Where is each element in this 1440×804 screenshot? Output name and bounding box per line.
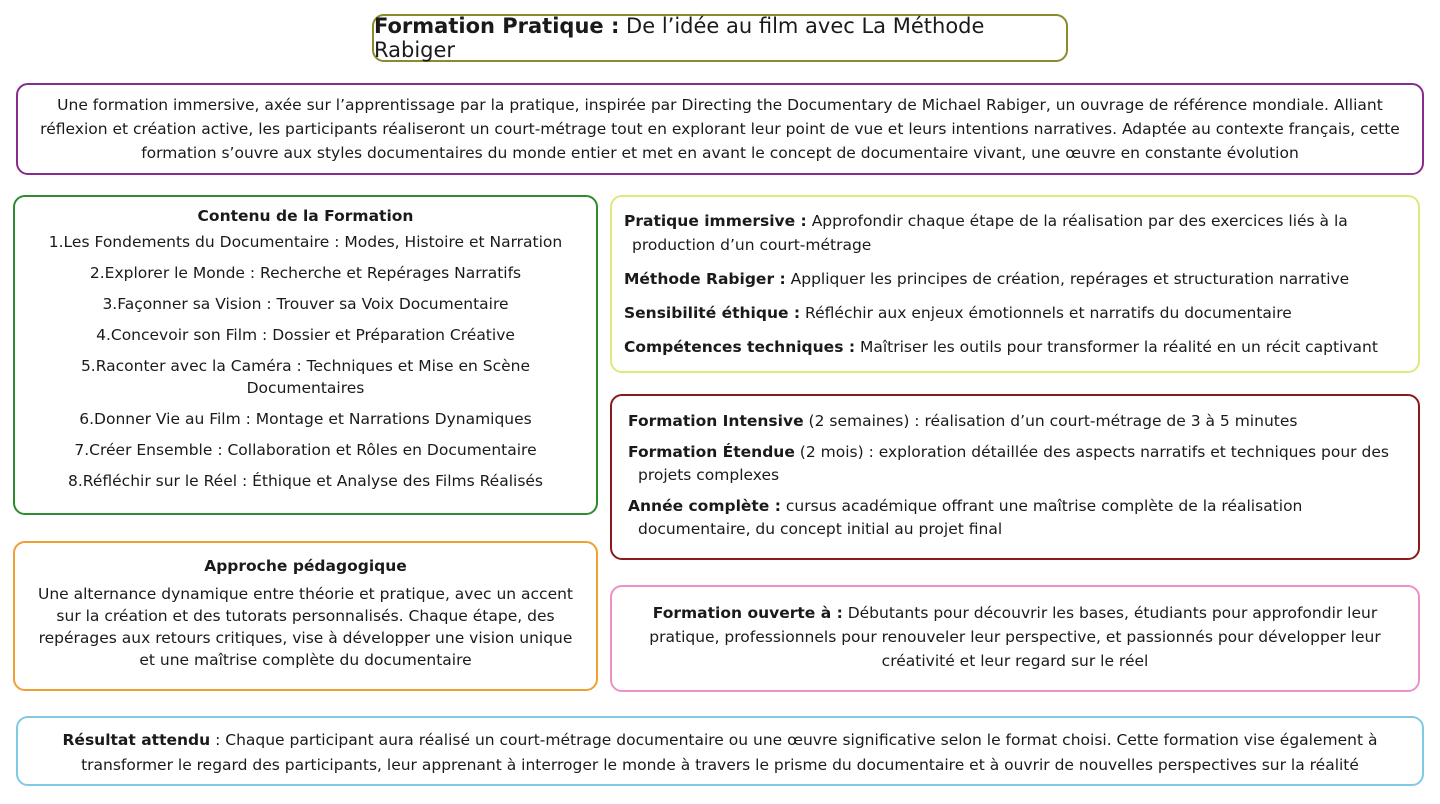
approach-box [13, 541, 598, 691]
approach-text: Une alternance dynamique entre théorie et pratique, avec un accent sur la création et des tutorats personnalisés. Chaque étape, des repérages aux retours critiques, vise à développer une vision unique et une maîtrise complète du documentaire [37, 585, 574, 669]
objective-label: Sensibilité éthique : [624, 304, 801, 322]
module-item: 3.Façonner sa Vision : Trouver sa Voix Documentaire [102, 295, 509, 313]
title-bold: Formation Pratique : [374, 14, 620, 38]
format-item [628, 441, 1402, 487]
objective-item [624, 335, 1406, 359]
objective-text: Appliquer les principes de création, repérages et structuration narrative [790, 270, 1350, 288]
content-box [13, 195, 598, 515]
page-title [374, 14, 1066, 62]
format-text: (2 mois) : exploration détaillée des aspects narratifs et techniques pour des projets complexes [638, 443, 1389, 484]
objective-label: Pratique immersive : [624, 212, 807, 230]
objective-label: Compétences techniques : [624, 338, 856, 356]
format-text: (2 semaines) : réalisation d’un court-métrage de 3 à 5 minutes [808, 412, 1298, 430]
objective-text: Réfléchir aux enjeux émotionnels et narratifs du documentaire [805, 304, 1292, 322]
intro-box [16, 83, 1424, 175]
objective-item [624, 267, 1406, 291]
title-rest: De l’idée au film avec La Méthode Rabiger [374, 14, 985, 62]
format-label: Formation Étendue [628, 443, 795, 461]
module-item: 8.Réfléchir sur le Réel : Éthique et Analyse des Films Réalisés [67, 472, 544, 490]
format-label: Formation Intensive [628, 412, 804, 430]
format-item [628, 495, 1402, 541]
objective-label: Méthode Rabiger : [624, 270, 786, 288]
module-item: 4.Concevoir son Film : Dossier et Préparation Créative [96, 326, 515, 344]
objective-item [624, 301, 1406, 325]
format-text: cursus académique offrant une maîtrise complète de la réalisation documentaire, du concept initial au projet final [638, 497, 1303, 538]
approach-heading: Approche pédagogique [204, 557, 407, 575]
module-item: 2.Explorer le Monde : Recherche et Repérages Narratifs [89, 264, 522, 282]
format-item [628, 410, 1402, 433]
audience-label: Formation ouverte à : [652, 604, 843, 622]
formats-box [610, 394, 1420, 560]
content-heading: Contenu de la Formation [197, 207, 414, 225]
objectives-box [610, 195, 1420, 373]
result-text: : Chaque participant aura réalisé un court-métrage documentaire ou une œuvre significative selon le format choisi. Cette formation vise également à transformer le regard des participants, leur apprenant à interroger le monde à travers le prisme du documentaire et à ouvrir de nouvelles perspectives sur la réalité [81, 731, 1378, 774]
module-item: 6.Donner Vie au Film : Montage et Narrations Dynamiques [79, 410, 532, 428]
audience-paragraph [628, 601, 1402, 673]
intro-text: Une formation immersive, axée sur l’apprentissage par la pratique, inspirée par Directing the Documentary de Michael Rabiger, un ouvrage de référence mondiale. Alliant réflexion et création active, les participants réaliseront un court-métrage tout en explorant leur point de vue et leurs intentions narratives. Adaptée au contexte français, cette formation s’ouvre aux styles documentaires du monde entier et met en avant le concept de documentaire vivant, une œuvre en constante évolution [40, 96, 1400, 162]
module-item: 5.Raconter avec la Caméra : Techniques et Mise en Scène Documentaires [80, 357, 531, 397]
audience-box [610, 585, 1420, 692]
audience-text: Débutants pour découvrir les bases, étudiants pour approfondir leur pratique, professionnels pour renouveler leur perspective, et passionnés pour développer leur créativité et leur regard sur le réel [649, 604, 1381, 670]
objective-item [624, 209, 1406, 257]
format-label: Année complète : [628, 497, 781, 515]
module-item: 7.Créer Ensemble : Collaboration et Rôles en Documentaire [74, 441, 537, 459]
objective-text: Maîtriser les outils pour transformer la réalité en un récit captivant [859, 338, 1378, 356]
result-paragraph [34, 728, 1406, 778]
title-box [372, 14, 1068, 62]
module-item: 1.Les Fondements du Documentaire : Modes, Histoire et Narration [48, 233, 563, 251]
result-box [16, 716, 1424, 786]
objective-text: Approfondir chaque étape de la réalisation par des exercices liés à la production d’un court-métrage [632, 212, 1348, 254]
result-label: Résultat attendu [62, 731, 211, 749]
